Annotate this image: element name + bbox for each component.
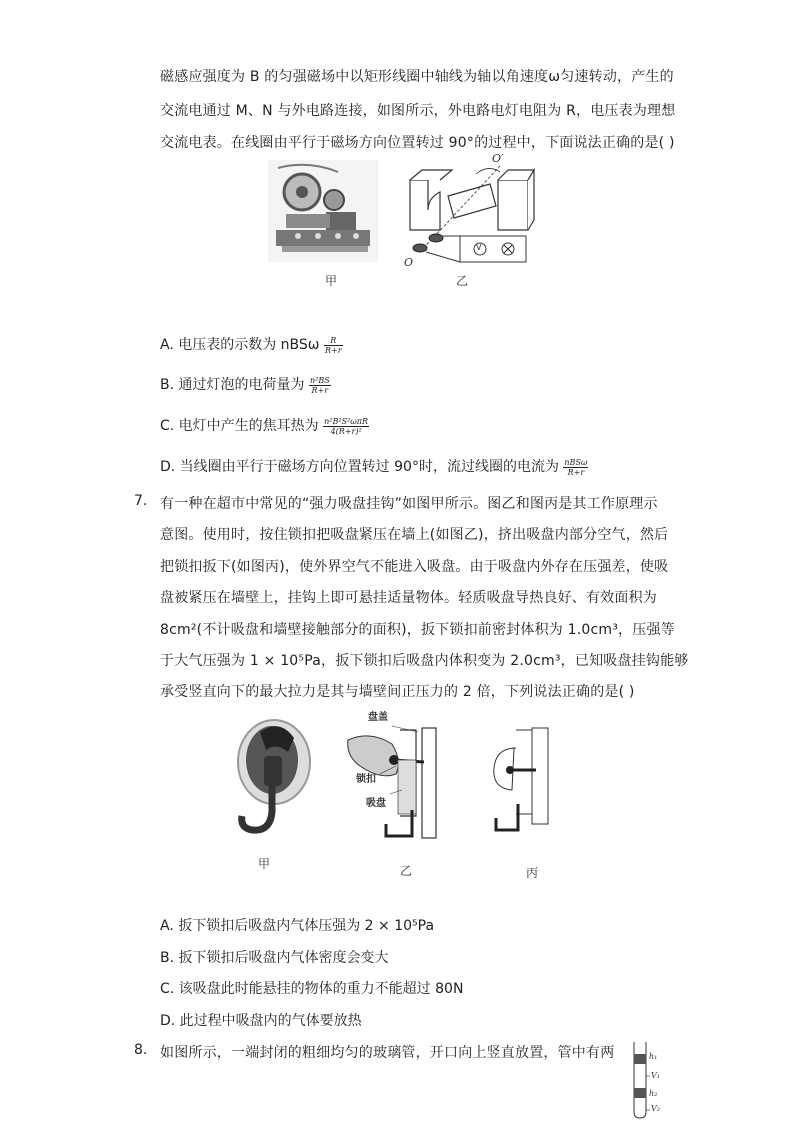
q7-stem-line5: 8cm²(不计吸盘和墙壁接触部分的面积)，扳下锁扣前密封体积为 1.0cm³，压强等 bbox=[160, 622, 675, 638]
q6-option-c-fraction: $\frac{\text{n²B²S²ωπR}}{\text{4(R+r)²}}$ bbox=[324, 416, 369, 436]
q7-option-a[interactable]: A. 扳下锁扣后吸盘内气体压强为 2 × 10⁵Pa bbox=[160, 918, 435, 934]
q7-figure-schematic-c bbox=[486, 718, 566, 858]
q6-figure-label-o-prime: O′ bbox=[492, 152, 504, 165]
q7-label-cover: 盘盖 bbox=[368, 712, 388, 723]
q7-label-lock: 锁扣 bbox=[356, 774, 376, 785]
q7-figure-caption-c: 丙 bbox=[526, 866, 539, 880]
q8-label-v1: V₁ bbox=[651, 1071, 660, 1080]
q7-label-cup: 吸盘 bbox=[366, 798, 386, 809]
q8-stem-line1: 如图所示，一端封闭的粗细均匀的玻璃管，开口向上竖直放置，管中有两 bbox=[160, 1045, 615, 1061]
q7-option-d[interactable]: D. 此过程中吸盘内的气体要放热 bbox=[160, 1013, 362, 1029]
q6-stem-line1: 磁感应强度为 B 的匀强磁场中以矩形线圈中轴线为轴以角速度ω匀速转动，产生的 bbox=[160, 69, 674, 85]
q7-stem-line1: 有一种在超市中常见的“强力吸盘挂钩”如图甲所示。图乙和图丙是其工作原理示 bbox=[160, 496, 658, 512]
q6-stem-line3: 交流电表。在线圈由平行于磁场方向位置转过 90°的过程中，下面说法正确的是( ) bbox=[160, 135, 675, 151]
q6-option-b-text: B. 通过灯泡的电荷量为 bbox=[160, 377, 305, 393]
q6-figure-caption-b: 乙 bbox=[456, 274, 469, 288]
q7-figure-hook-photo bbox=[230, 712, 314, 842]
q6-figure-generator-schematic bbox=[400, 152, 538, 272]
q7-stem-line7: 承受竖直向下的最大拉力是其与墙壁间正压力的 2 倍，下列说法正确的是( ) bbox=[160, 684, 635, 700]
q6-option-c[interactable] bbox=[160, 415, 369, 436]
q6-option-c-text: C. 电灯中产生的焦耳热为 bbox=[160, 418, 319, 434]
q6-stem-line2: 交流电通过 M、N 与外电路连接，如图所示，外电路电灯电阻为 R，电压表为理想 bbox=[160, 103, 676, 119]
q7-figure-schematic-b bbox=[340, 710, 450, 860]
q8-label-v2: V₂ bbox=[651, 1104, 660, 1113]
q6-option-a-text: A. 电压表的示数为 nBSω bbox=[160, 337, 320, 353]
q7-stem-line2: 意图。使用时，按住锁扣把吸盘紧压在墙上(如图乙)，挤出吸盘内部分空气，然后 bbox=[160, 527, 669, 543]
q6-option-b-fraction: $\frac{\text{n²BS}}{R+r}$ bbox=[309, 375, 330, 395]
q7-stem-line4: 盘被紧压在墙壁上，挂钩上即可悬挂适量物体。轻质吸盘导热良好、有效面积为 bbox=[160, 590, 657, 606]
q6-option-d-fraction: $\frac{\text{nBSω}}{R+r}$ bbox=[564, 457, 588, 477]
q6-option-d[interactable] bbox=[160, 456, 588, 477]
q6-option-a-fraction: $\frac{R}{R+r}$ bbox=[324, 335, 342, 355]
q6-figure-caption-a: 甲 bbox=[325, 274, 338, 288]
q8-label-h2: h₂ bbox=[649, 1089, 658, 1098]
q6-figure-label-o: O bbox=[404, 256, 414, 269]
q6-option-d-text: D. 当线圈由平行于磁场方向位置转过 90°时，流过线圈的电流为 bbox=[160, 459, 559, 475]
q6-option-b[interactable] bbox=[160, 374, 331, 395]
q7-option-c[interactable]: C. 该吸盘此时能悬挂的物体的重力不能超过 80N bbox=[160, 981, 464, 997]
q8-number: 8. bbox=[134, 1042, 148, 1058]
q7-figure-caption-b: 乙 bbox=[400, 864, 413, 878]
q6-figure-voltmeter-label: V bbox=[476, 243, 482, 252]
q7-stem-line3: 把锁扣扳下(如图丙)，使外界空气不能进入吸盘。由于吸盘内外存在压强差，使吸 bbox=[160, 559, 669, 575]
q7-figure-caption-a: 甲 bbox=[258, 857, 271, 871]
q7-option-b[interactable]: B. 扳下锁扣后吸盘内气体密度会变大 bbox=[160, 950, 389, 966]
q6-figure-generator-photo bbox=[268, 160, 378, 262]
q7-stem-line6: 于大气压强为 1 × 10⁵Pa，扳下锁扣后吸盘内体积变为 2.0cm³，已知吸盘挂钩能够 bbox=[160, 653, 689, 669]
q8-label-h1: h₁ bbox=[649, 1052, 658, 1061]
q6-option-a[interactable] bbox=[160, 334, 343, 355]
q7-number: 7. bbox=[134, 493, 148, 509]
